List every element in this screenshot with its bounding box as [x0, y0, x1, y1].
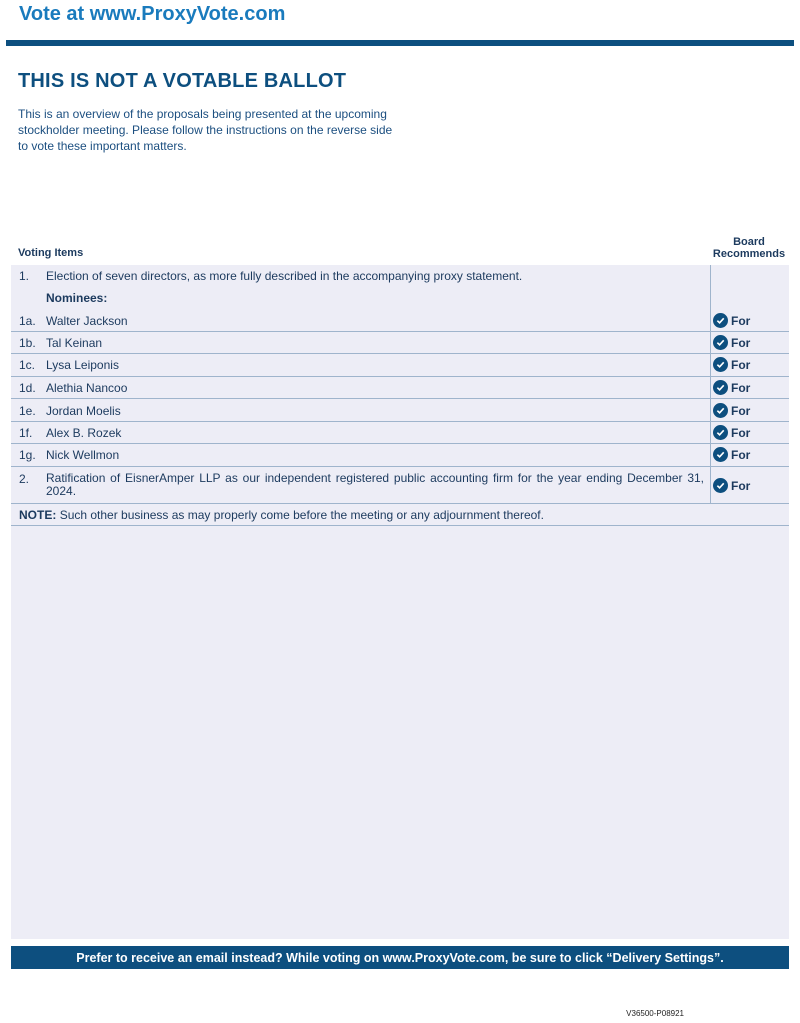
voting-items-label: Voting Items: [18, 247, 84, 259]
recommendation: [713, 313, 750, 328]
note-label: NOTE:: [19, 508, 57, 522]
nominee-number: 1a.: [19, 314, 36, 328]
check-circle-icon: [713, 357, 728, 372]
header-title: Vote at www.ProxyVote.com: [19, 3, 286, 25]
check-circle-icon: [713, 313, 728, 328]
proposal-text: Election of seven directors, as more fully described in the accompanying proxy statement.: [46, 269, 523, 283]
recommendation-label: For: [731, 478, 751, 493]
nominees-header-row: [11, 291, 789, 309]
proposal-1-row: [11, 269, 789, 287]
check-circle-icon: [713, 335, 728, 350]
check-circle-icon: [713, 478, 728, 493]
nominee-row: [11, 399, 789, 422]
recommendation-label: For: [731, 447, 751, 462]
document-code: V36500-P08921: [626, 1009, 684, 1018]
nominee-number: 1g.: [19, 448, 36, 462]
nominee-row: [11, 377, 789, 399]
nominee-number: 1c.: [19, 358, 36, 372]
nominee-name: Nick Wellmon: [46, 448, 120, 462]
board-recommends-label: [708, 236, 790, 260]
nominee-row: [11, 422, 789, 444]
recommendation-label: For: [731, 335, 751, 350]
recommendation: [713, 425, 750, 440]
board-label-line1: Board: [733, 236, 765, 248]
recommendation: [713, 357, 750, 372]
nominee-row: [11, 309, 789, 332]
recommendation-label: For: [731, 403, 751, 418]
nominee-row: [11, 332, 789, 354]
recommendation: [713, 447, 750, 462]
nominee-number: 1e.: [19, 404, 36, 418]
nominees-label: Nominees:: [46, 291, 108, 305]
recommendation-label: For: [731, 357, 751, 372]
nominee-name: Lysa Leiponis: [46, 358, 119, 372]
footer-banner: Prefer to receive an email instead? While voting on www.ProxyVote.com, be sure to click “Delivery Settings”.: [11, 946, 789, 969]
recommendation-label: For: [731, 425, 751, 440]
nominee-row: [11, 354, 789, 377]
nominee-number: 1f.: [19, 426, 33, 440]
nominee-name: Walter Jackson: [46, 314, 128, 328]
recommendation: [713, 478, 750, 493]
proposal-number: 2.: [19, 472, 30, 486]
nominee-name: Jordan Moelis: [46, 404, 121, 418]
recommendation-label: For: [731, 313, 751, 328]
nominee-name: Alex B. Rozek: [46, 426, 122, 440]
board-label-line2: Recommends: [712, 248, 786, 260]
note-text: Such other business as may properly come before the meeting or any adjournment thereof.: [59, 508, 544, 522]
nominee-number: 1b.: [19, 336, 36, 350]
nominee-name: Alethia Nancoo: [46, 381, 128, 395]
nominee-number: 1d.: [19, 381, 36, 395]
voting-items-panel: [11, 265, 789, 939]
check-circle-icon: [713, 425, 728, 440]
intro-text: This is an overview of the proposals being presented at the upcoming stockholder meeting. Please follow the instructions on the reverse side to vote these important matters.: [18, 107, 393, 153]
check-circle-icon: [713, 380, 728, 395]
nominee-row: [11, 444, 789, 467]
ballot-heading: THIS IS NOT A VOTABLE BALLOT: [18, 70, 347, 92]
recommendation: [713, 335, 750, 350]
proposal-2-row: [11, 467, 789, 504]
recommendation: [713, 380, 750, 395]
proposal-text: Ratification of EisnerAmper LLP as our independent registered public accounting firm for the year ending December 31, 2024.: [46, 471, 704, 498]
header-rule: [6, 40, 794, 46]
recommendation-label: For: [731, 380, 751, 395]
recommendation: [713, 403, 750, 418]
check-circle-icon: [713, 447, 728, 462]
check-circle-icon: [713, 403, 728, 418]
proposal-number: 1.: [19, 269, 30, 283]
nominee-name: Tal Keinan: [46, 336, 103, 350]
note-row: [11, 504, 789, 526]
